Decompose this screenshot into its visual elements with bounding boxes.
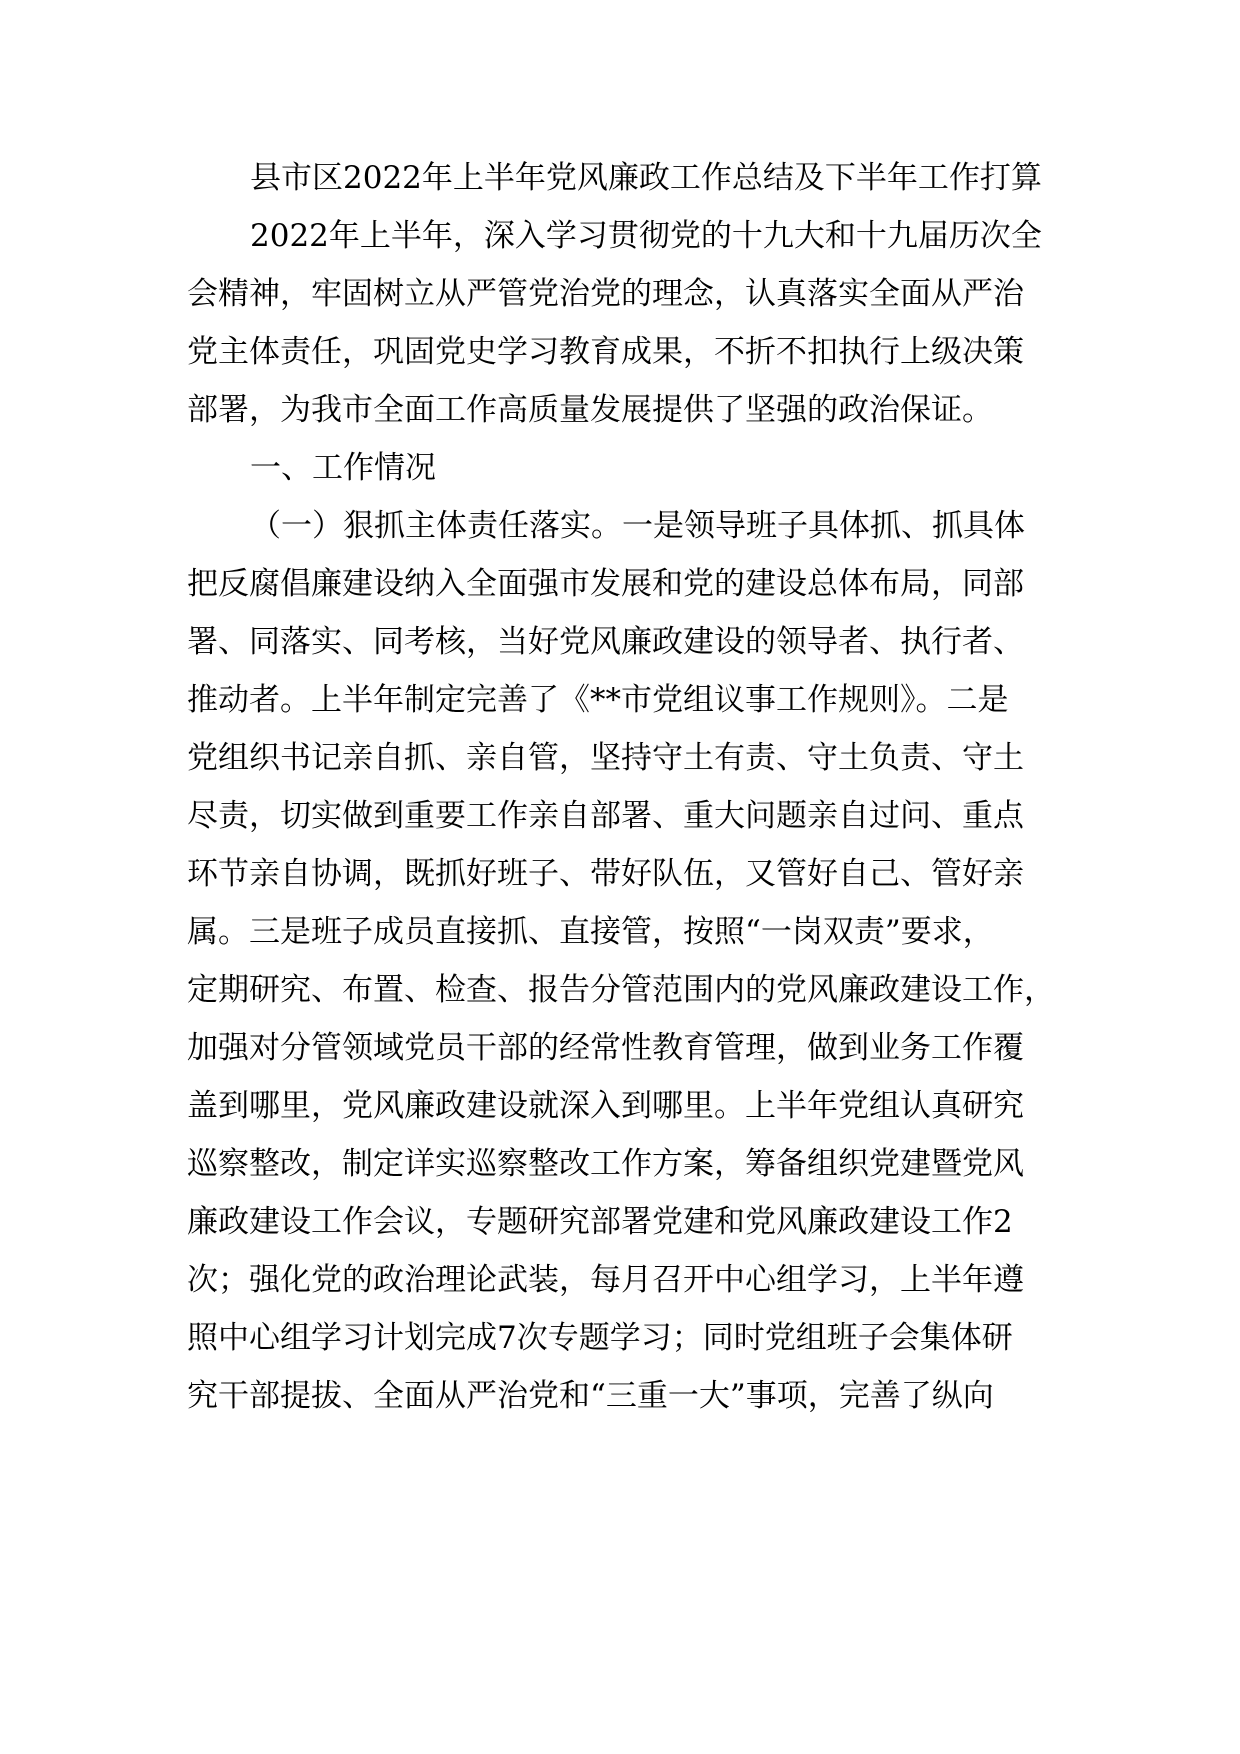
paragraph-line: 会精神，牢固树立从严管党治党的理念，认真落实全面从严治 bbox=[187, 276, 1024, 312]
paragraph-line: （一）狠抓主体责任落实。一是领导班子具体抓、抓具体 bbox=[250, 508, 1025, 544]
paragraph-line: 定期研究、布置、检查、报告分管范围内的党风廉政建设工作， bbox=[187, 972, 1055, 1008]
section-heading: 一、工作情况 bbox=[250, 450, 436, 486]
paragraph-line: 把反腐倡廉建设纳入全面强市发展和党的建设总体布局，同部 bbox=[187, 566, 1024, 602]
paragraph-line: 次；强化党的政治理论武装，每月召开中心组学习，上半年遵 bbox=[187, 1262, 1024, 1298]
paragraph-line: 环节亲自协调，既抓好班子、带好队伍，又管好自己、管好亲 bbox=[187, 856, 1024, 892]
paragraph-line: 廉政建设工作会议，专题研究部署党建和党风廉政建设工作2 bbox=[187, 1204, 1013, 1240]
paragraph-line: 推动者。上半年制定完善了《**市党组议事工作规则》。二是 bbox=[187, 682, 1009, 718]
paragraph-line: 加强对分管领域党员干部的经常性教育管理，做到业务工作覆 bbox=[187, 1030, 1024, 1066]
paragraph-line: 2022年上半年，深入学习贯彻党的十九大和十九届历次全 bbox=[250, 218, 1042, 254]
paragraph-line: 党主体责任，巩固党史学习教育成果，不折不扣执行上级决策 bbox=[187, 334, 1024, 370]
paragraph-line: 照中心组学习计划完成7次专题学习；同时党组班子会集体研 bbox=[187, 1320, 1013, 1356]
paragraph-line: 巡察整改，制定详实巡察整改工作方案，筹备组织党建暨党风 bbox=[187, 1146, 1024, 1182]
paragraph-line: 盖到哪里，党风廉政建设就深入到哪里。上半年党组认真研究 bbox=[187, 1088, 1024, 1124]
paragraph-line: 部署，为我市全面工作高质量发展提供了坚强的政治保证。 bbox=[187, 392, 993, 428]
paragraph-line: 尽责，切实做到重要工作亲自部署、重大问题亲自过问、重点 bbox=[187, 798, 1024, 834]
paragraph-line: 属。三是班子成员直接抓、直接管，按照“一岗双责”要求， bbox=[187, 914, 994, 950]
paragraph-line: 究干部提拔、全面从严治党和“三重一大”事项，完善了纵向 bbox=[187, 1378, 994, 1414]
paragraph-line: 党组织书记亲自抓、亲自管，坚持守土有责、守土负责、守土 bbox=[187, 740, 1024, 776]
document-title: 县市区2022年上半年党风廉政工作总结及下半年工作打算 bbox=[250, 160, 1042, 196]
paragraph-line: 署、同落实、同考核，当好党风廉政建设的领导者、执行者、 bbox=[187, 624, 1024, 660]
